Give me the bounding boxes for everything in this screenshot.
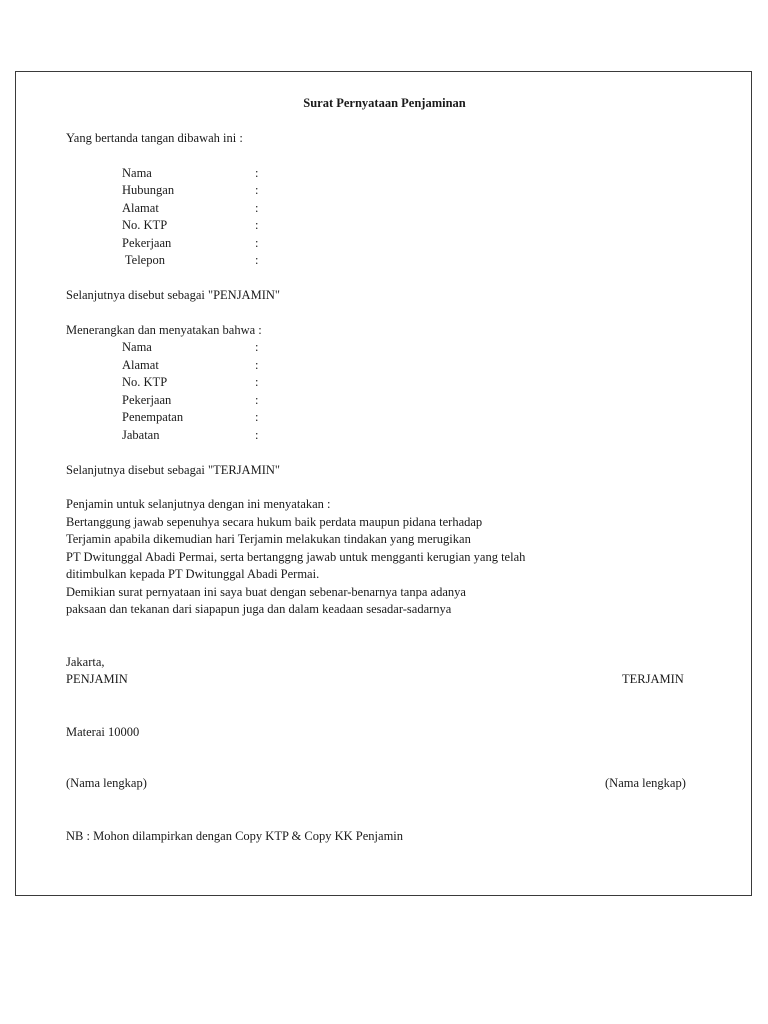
body-line: Terjamin apabila dikemudian hari Terjamin melakukan tindakan yang merugikan xyxy=(66,532,471,546)
guaranteed-alias-text: Selanjutnya disebut sebagai "TERJAMIN" xyxy=(66,463,280,477)
guaranteed-field-label: Nama xyxy=(122,340,152,354)
place-text: Jakarta, xyxy=(66,655,105,669)
field-colon: : xyxy=(255,166,259,180)
guaranteed-field-label: Penempatan xyxy=(122,410,184,424)
intro-text: Yang bertanda tangan dibawah ini : xyxy=(66,131,243,145)
field-colon: : xyxy=(255,218,259,232)
body-line: paksaan dan tekanan dari siapapun juga dan dalam keadaan sesadar-sadarnya xyxy=(66,602,452,616)
body-line: ditimbulkan kepada PT Dwitunggal Abadi Permai. xyxy=(66,567,320,581)
stamp-text: Materai 10000 xyxy=(66,725,140,739)
guarantor-field-label: Nama xyxy=(122,166,152,180)
field-colon: : xyxy=(255,393,259,407)
guaranteed-field-label: Jabatan xyxy=(122,428,160,442)
guaranteed-field-label: Pekerjaan xyxy=(122,393,172,407)
guarantor-field-label: Telepon xyxy=(122,253,165,267)
document-page xyxy=(15,71,752,896)
guaranteed-field-label: No. KTP xyxy=(122,375,168,389)
statement-intro-text: Menerangkan dan menyatakan bahwa : xyxy=(66,323,262,337)
signer-right-label: TERJAMIN xyxy=(622,672,684,686)
body-line: Penjamin untuk selanjutnya dengan ini menyatakan : xyxy=(66,497,331,511)
guarantor-field-label: Hubungan xyxy=(122,183,175,197)
name-right-label: (Nama lengkap) xyxy=(605,776,686,790)
field-colon: : xyxy=(255,253,259,267)
field-colon: : xyxy=(255,375,259,389)
field-colon: : xyxy=(255,428,259,442)
document-title: Surat Pernyataan Penjaminan xyxy=(303,96,466,110)
field-colon: : xyxy=(255,358,259,372)
body-line: Bertanggung jawab sepenuhya secara hukum baik perdata maupun pidana terhadap xyxy=(66,515,483,529)
guarantor-field-label: Pekerjaan xyxy=(122,236,172,250)
field-colon: : xyxy=(255,236,259,250)
signer-left-label: PENJAMIN xyxy=(66,672,128,686)
name-left-label: (Nama lengkap) xyxy=(66,776,147,790)
field-colon: : xyxy=(255,340,259,354)
body-line: Demikian surat pernyataan ini saya buat dengan sebenar-benarnya tanpa adanya xyxy=(66,585,466,599)
note-text: NB : Mohon dilampirkan dengan Copy KTP & Copy KK Penjamin xyxy=(66,829,404,843)
guarantor-field-label: Alamat xyxy=(122,201,159,215)
field-colon: : xyxy=(255,183,259,197)
guarantor-field-label: No. KTP xyxy=(122,218,168,232)
field-colon: : xyxy=(255,410,259,424)
body-line: PT Dwitunggal Abadi Permai, serta bertanggng jawab untuk mengganti kerugian yang telah xyxy=(66,550,526,564)
field-colon: : xyxy=(255,201,259,215)
guaranteed-field-label: Alamat xyxy=(122,358,159,372)
guarantor-alias-text: Selanjutnya disebut sebagai "PENJAMIN" xyxy=(66,288,280,302)
